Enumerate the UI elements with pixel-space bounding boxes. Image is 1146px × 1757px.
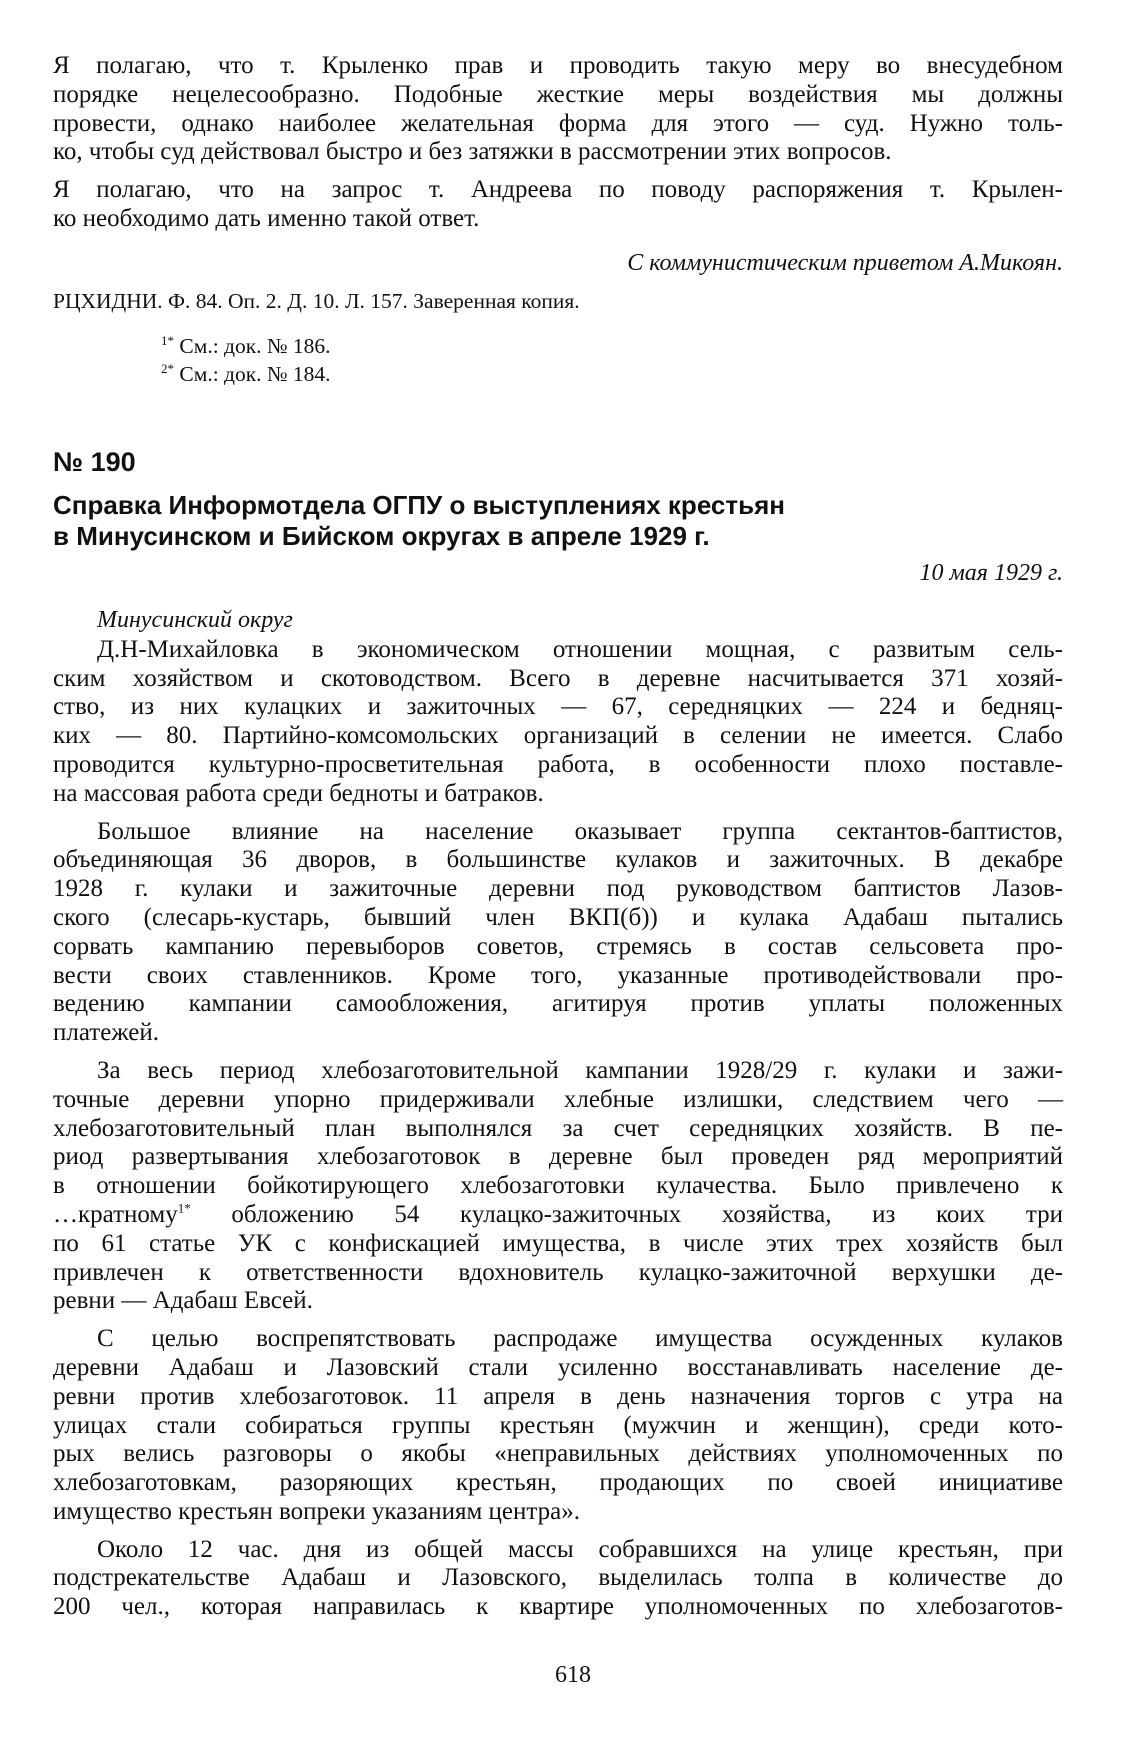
document-page xyxy=(53,52,1063,1622)
signature: С коммунистическим приветом А.Микоян. xyxy=(627,249,1063,276)
text-line: на массовая работа среди бедноты и батраков. xyxy=(53,779,544,807)
text-line: ко необходимо дать именно такой ответ. xyxy=(53,204,480,232)
text-line: ведению кампании самообложения, агитируя против уплаты положенных xyxy=(53,990,1063,1018)
section-heading: Минусинский округ xyxy=(97,606,293,633)
text-line: привлечен к ответственности вдохновитель кулацко-зажиточной верхушки де- xyxy=(53,1258,1063,1286)
text-line: Д.Н-Михайловка в экономическом отношении мощная, с развитым сель- xyxy=(97,635,1063,663)
text-line: ревни против хлебозаготовок. 11 апреля в день назначения торгов с утра на xyxy=(53,1382,1063,1410)
text-line: 200 чел., которая направилась к квартире уполномоченных по хлебозаготов- xyxy=(53,1593,1063,1621)
footnote-2 xyxy=(161,360,1063,388)
footnote-text: См.: док. № 186. xyxy=(174,333,331,358)
document-title xyxy=(53,490,1063,552)
text-line: провести, однако наиболее желательная форма для этого — суд. Нужно толь- xyxy=(53,109,1063,137)
text-line: хлебозаготовкам, разоряющих крестьян, продающих по своей инициативе xyxy=(53,1469,1063,1497)
text-line: объединяющая 36 дворов, в большинстве кулаков и зажиточных. В декабре xyxy=(53,846,1063,874)
intro-paragraph-2 xyxy=(53,176,1063,234)
text-line: Около 12 час. дня из общей массы собравшихся на улице крестьян, при xyxy=(97,1535,1063,1563)
text-line: Большое влияние на население оказывает группа сектантов-баптистов, xyxy=(97,817,1063,845)
text-line: ство, из них кулацких и зажиточных — 67, середняцких — 224 и бедняц- xyxy=(53,693,1063,721)
text-line: платежей. xyxy=(53,1019,159,1047)
archive-reference: РЦХИДНИ. Ф. 84. Оп. 2. Д. 10. Л. 157. Заверенная копия. xyxy=(53,288,580,313)
body-paragraph-3 xyxy=(53,1057,1063,1316)
text-line: рых велись разговоры о якобы «неправильных действиях уполномоченных по xyxy=(53,1440,1063,1468)
text-line: Я полагаю, что на запрос т. Андреева по поводу распоряжения т. Крылен- xyxy=(53,176,1063,204)
text-fragment: обложению 54 кулацко-зажиточных хозяйства, из коих три xyxy=(190,1200,1063,1228)
text-line: порядке нецелесообразно. Подобные жесткие меры воздействия мы должны xyxy=(53,80,1063,108)
page-number: 618 xyxy=(555,1662,591,1688)
footnote-mark: 2* xyxy=(161,360,174,376)
text-line: риод развертывания хлебозаготовок в деревне был проведен ряд мероприятий xyxy=(53,1143,1063,1171)
text-line: ским хозяйством и скотоводством. Всего в деревне насчитывается 371 хозяй- xyxy=(53,664,1063,692)
text-line: деревни Адабаш и Лазовский стали усиленно восстанавливать население де- xyxy=(53,1353,1063,1381)
text-line: 1928 г. кулаки и зажиточные деревни под руководством баптистов Лазов- xyxy=(53,875,1063,903)
text-line: ского (слесарь-кустарь, бывший член ВКП(б)) и кулака Адабаш пытались xyxy=(53,903,1063,931)
text-fragment: …кратному xyxy=(53,1200,178,1228)
text-line: точные деревни упорно придерживали хлебные излишки, следствием чего — xyxy=(53,1085,1063,1113)
document-number: № 190 xyxy=(53,446,136,477)
text-line: С целью воспрепятствовать распродаже имущества осужденных кулаков xyxy=(97,1325,1063,1353)
footnote-1 xyxy=(161,332,1063,360)
text-line xyxy=(53,1201,1063,1230)
body-paragraph-5 xyxy=(53,1536,1063,1622)
text-line: по 61 статье УК с конфискацией имущества, в числе этих трех хозяйств был xyxy=(53,1229,1063,1257)
title-line: Справка Информотдела ОГПУ о выступлениях крестьян xyxy=(53,489,785,520)
text-line: ревни — Адабаш Евсей. xyxy=(53,1287,313,1315)
text-line: подстрекательстве Адабаш и Лазовского, выделилась толпа в количестве до xyxy=(53,1564,1063,1592)
text-line: ко, чтобы суд действовал быстро и без затяжки в рассмотрении этих вопросов. xyxy=(53,138,892,166)
footnote-text: См.: док. № 184. xyxy=(174,361,331,386)
footnotes xyxy=(161,332,1063,388)
text-line: сорвать кампанию перевыборов советов, стремясь в состав сельсовета про- xyxy=(53,932,1063,960)
title-line: в Минусинском и Бийском округах в апреле 1929 г. xyxy=(53,520,710,551)
text-line: ких — 80. Партийно-комсомольских организаций в селении не имеется. Слабо xyxy=(53,722,1063,750)
text-line: имущество крестьян вопреки указаниям центра». xyxy=(53,1497,580,1525)
text-line: в отношении бойкотирующего хлебозаготовки кулачества. Было привлечено к xyxy=(53,1172,1063,1200)
body-paragraph-4 xyxy=(53,1325,1063,1527)
text-line: вести своих ставленников. Кроме того, указанные противодействовали про- xyxy=(53,961,1063,989)
footnote-mark: 1* xyxy=(161,332,174,348)
text-line: проводится культурно-просветительная работа, в особенности плохо поставле- xyxy=(53,750,1063,778)
body-paragraph-1 xyxy=(53,636,1063,809)
document-date: 10 мая 1929 г. xyxy=(919,559,1063,586)
footnote-mark: 1* xyxy=(177,1200,191,1216)
text-line: хлебозаготовительный план выполнялся за счет середняцких хозяйств. В пе- xyxy=(53,1114,1063,1142)
text-line: улицах стали собираться группы крестьян (мужчин и женщин), среди кото- xyxy=(53,1411,1063,1439)
intro-paragraph-1 xyxy=(53,52,1063,167)
text-line: За весь период хлебозаготовительной кампании 1928/29 г. кулаки и зажи- xyxy=(97,1056,1063,1084)
body-paragraph-2 xyxy=(53,818,1063,1048)
text-line: Я полагаю, что т. Крыленко прав и проводить такую меру во внесудебном xyxy=(53,52,1063,79)
